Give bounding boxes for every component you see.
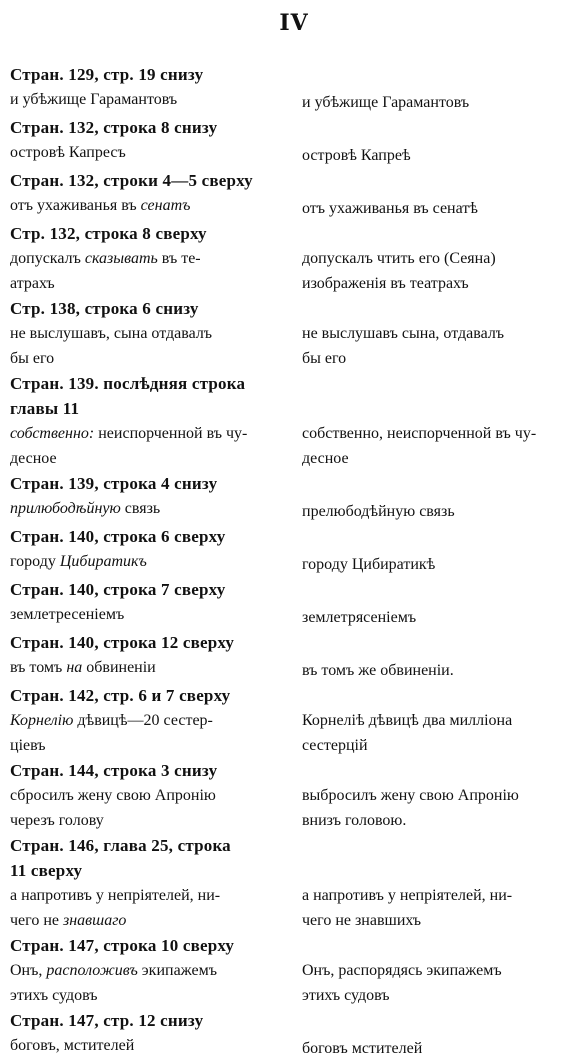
corrected-text bbox=[298, 549, 580, 577]
errata-entry bbox=[10, 933, 580, 1008]
printed-text-line: а напротивъ у непріятелей, ни- bbox=[10, 887, 221, 904]
printed-text bbox=[10, 958, 298, 1008]
printed-text-line: Онъ, расположивъ экипажемъ bbox=[10, 962, 218, 979]
printed-text-line: Корнелію дѣвицѣ—20 сестер- bbox=[10, 712, 213, 729]
printed-text bbox=[10, 496, 298, 524]
corrected-text-line: въ томъ же обвиненіи. bbox=[302, 662, 454, 679]
printed-text-line: ціевъ bbox=[10, 737, 46, 754]
erroneous-word: сказывать bbox=[84, 250, 158, 267]
errata-entry bbox=[10, 758, 580, 833]
erroneous-word: знавшаго bbox=[62, 912, 127, 929]
corrected-text-line: прелюбодѣйную связь bbox=[302, 503, 455, 520]
page-reference: Стран. 132, строка 8 снизу bbox=[10, 118, 218, 137]
page-reference: Стран. 147, стр. 12 снизу bbox=[10, 1011, 204, 1030]
corrected-text-line: а напротивъ у непріятелей, ни- bbox=[302, 887, 513, 904]
page-reference: главы 11 bbox=[10, 399, 80, 418]
printed-text-line: землетресеніемъ bbox=[10, 606, 125, 623]
corrected-text bbox=[298, 140, 580, 168]
errata-entry bbox=[10, 296, 580, 371]
corrected-text-line: боговъ мстителей bbox=[302, 1040, 423, 1057]
printed-text bbox=[10, 246, 298, 296]
page-number: IV bbox=[279, 10, 309, 36]
page-reference: Стран. 147, строка 10 сверху bbox=[10, 936, 235, 955]
corrected-text-line: внизъ головою. bbox=[302, 812, 407, 829]
page-reference: Стран. 146, глава 25, строка bbox=[10, 836, 231, 855]
printed-text-line: не выслушавъ, сына отдавалъ bbox=[10, 325, 213, 342]
page-reference: Стран. 129, стр. 19 снизу bbox=[10, 65, 204, 84]
corrected-text-line: Онъ, распорядясь экипажемъ bbox=[302, 962, 502, 979]
printed-text bbox=[10, 421, 298, 471]
printed-text bbox=[10, 193, 298, 221]
printed-text-line: боговъ, мстителей bbox=[10, 1037, 135, 1054]
corrected-text bbox=[298, 655, 580, 683]
erroneous-word: расположивъ bbox=[46, 962, 138, 979]
corrected-text-line: и убѣжище Гарамантовъ bbox=[302, 94, 470, 111]
page-reference: Стран. 139. послѣдняя строка bbox=[10, 374, 246, 393]
corrected-text-line: десное bbox=[302, 450, 349, 467]
page-reference: Стран. 132, строки 4—5 сверху bbox=[10, 171, 253, 190]
printed-text bbox=[10, 783, 298, 833]
page-reference: Стран. 142, стр. 6 и 7 сверху bbox=[10, 686, 231, 705]
corrected-text-line: не выслушавъ сына, отдавалъ bbox=[302, 325, 505, 342]
corrected-text bbox=[298, 708, 580, 758]
errata-entry bbox=[10, 630, 580, 683]
corrected-text bbox=[298, 783, 580, 833]
printed-text-line: черезъ голову bbox=[10, 812, 104, 829]
erroneous-word: Цибиратикъ bbox=[59, 553, 147, 570]
errata-list bbox=[10, 62, 580, 1061]
printed-text-line: этихъ судовъ bbox=[10, 987, 98, 1004]
corrected-text bbox=[298, 958, 580, 1008]
corrected-text bbox=[298, 193, 580, 221]
printed-text bbox=[10, 708, 298, 758]
erroneous-word: прилюбодѣйную bbox=[10, 500, 121, 517]
page-reference: Стран. 144, строка 3 снизу bbox=[10, 761, 218, 780]
page-reference: Стран. 140, строка 7 сверху bbox=[10, 580, 226, 599]
page-reference: Стр. 132, строка 8 сверху bbox=[10, 224, 207, 243]
printed-text bbox=[10, 321, 298, 371]
printed-text bbox=[10, 549, 298, 577]
page-reference: Стран. 140, строка 12 сверху bbox=[10, 633, 235, 652]
printed-text bbox=[10, 655, 298, 683]
corrected-text-line: чего не знавшихъ bbox=[302, 912, 422, 929]
printed-text-line: въ томъ на обвиненіи bbox=[10, 659, 156, 676]
errata-entry bbox=[10, 577, 580, 630]
corrected-text-line: землетрясеніемъ bbox=[302, 609, 417, 626]
errata-entry bbox=[10, 62, 580, 115]
corrected-text bbox=[298, 883, 580, 933]
printed-text bbox=[10, 140, 298, 168]
corrected-text-line: выбросилъ жену свою Апронію bbox=[302, 787, 519, 804]
corrected-text bbox=[298, 1033, 580, 1061]
errata-entry bbox=[10, 371, 580, 471]
errata-entry bbox=[10, 221, 580, 296]
corrected-text-line: изображенія въ театрахъ bbox=[302, 275, 469, 292]
corrected-text-line: сестерцій bbox=[302, 737, 368, 754]
corrected-text-line: бы его bbox=[302, 350, 347, 367]
printed-text-line: десное bbox=[10, 450, 57, 467]
printed-text-line: и убѣжище Гарамантовъ bbox=[10, 91, 178, 108]
page-reference: Стран. 140, строка 6 сверху bbox=[10, 527, 226, 546]
corrected-text bbox=[298, 602, 580, 630]
page-reference: Стр. 138, строка 6 снизу bbox=[10, 299, 199, 318]
corrected-text-line: отъ ухаживанья въ сенатѣ bbox=[302, 200, 478, 217]
corrected-text bbox=[298, 87, 580, 115]
corrected-text bbox=[298, 321, 580, 371]
errata-entry bbox=[10, 1008, 580, 1061]
corrected-text-line: Корнеліѣ дѣвицѣ два милліона bbox=[302, 712, 513, 729]
printed-text-line: бы его bbox=[10, 350, 55, 367]
errata-entry bbox=[10, 683, 580, 758]
printed-text-line: прилюбодѣйную связь bbox=[10, 500, 161, 517]
corrected-text-line: островѣ Капреѣ bbox=[302, 147, 411, 164]
printed-text-line: островѣ Капресъ bbox=[10, 144, 126, 161]
printed-text-line: отъ ухаживанья въ сенатъ bbox=[10, 197, 191, 214]
corrected-text-line: собственно, неиспорченной въ чу- bbox=[302, 425, 537, 442]
printed-text bbox=[10, 602, 298, 630]
printed-text-line: сбросилъ жену свою Апронію bbox=[10, 787, 216, 804]
corrected-text bbox=[298, 246, 580, 296]
page-reference: 11 сверху bbox=[10, 861, 83, 880]
erroneous-word: на bbox=[66, 659, 83, 676]
printed-text bbox=[10, 1033, 298, 1061]
errata-entry bbox=[10, 471, 580, 524]
erroneous-word: Корнелію bbox=[10, 712, 74, 729]
corrected-text-line: этихъ судовъ bbox=[302, 987, 390, 1004]
erroneous-word: сенатъ bbox=[140, 197, 191, 214]
printed-text bbox=[10, 87, 298, 115]
corrected-text bbox=[298, 496, 580, 524]
corrected-text bbox=[298, 421, 580, 471]
corrected-text-line: допускалъ чтить его (Сеяна) bbox=[302, 250, 496, 267]
errata-entry bbox=[10, 833, 580, 933]
printed-text-line: чего не знавшаго bbox=[10, 912, 127, 929]
corrected-text-line: городу Цибиратикѣ bbox=[302, 556, 436, 573]
errata-entry bbox=[10, 168, 580, 221]
errata-entry bbox=[10, 115, 580, 168]
printed-text-line: атрахъ bbox=[10, 275, 55, 292]
printed-text-line: собственно: неиспорченной въ чу- bbox=[10, 425, 248, 442]
errata-entry bbox=[10, 524, 580, 577]
page-reference: Стран. 139, строка 4 снизу bbox=[10, 474, 218, 493]
printed-text-line: допускалъ сказывать въ те- bbox=[10, 250, 201, 267]
erroneous-word: собственно: bbox=[10, 425, 95, 442]
printed-text bbox=[10, 883, 298, 933]
printed-text-line: городу Цибиратикъ bbox=[10, 553, 147, 570]
